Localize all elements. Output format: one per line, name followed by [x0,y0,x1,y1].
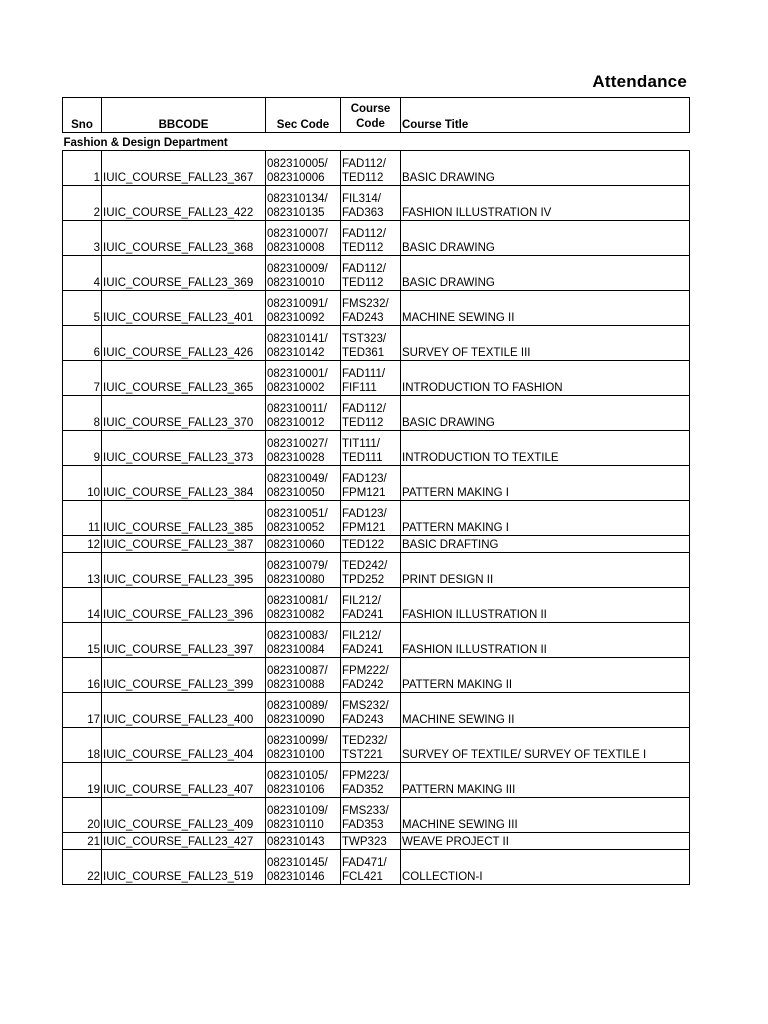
sec-code-line: 082310134/ [267,193,328,205]
course-code-line: TIT111/ [342,438,380,450]
cell-sno: 14 [63,588,102,623]
header-course-code: Course Code [341,98,401,133]
cell-sno: 6 [63,326,102,361]
sec-code-line: 082310087/ [267,665,328,677]
cell-sec-code [266,221,341,256]
cell-sno: 18 [63,728,102,763]
cell-course-title: PATTERN MAKING I [401,466,690,501]
header-row [63,98,690,133]
course-code-line: TPD252 [342,574,385,586]
cell-sno: 15 [63,623,102,658]
table-row [63,536,690,553]
course-code-line: FAD241 [342,644,384,656]
sec-code-line: 082310088 [267,679,325,691]
cell-course-code [341,693,401,728]
table-row [63,396,690,431]
course-code-line: TWP323 [342,836,387,848]
cell-course-code [341,361,401,396]
cell-sno: 8 [63,396,102,431]
course-code-line: FIL212/ [342,630,381,642]
cell-sec-code [266,151,341,186]
attendance-table [62,97,690,885]
course-code-line: FCL421 [342,871,383,883]
sec-code-line: 082310080 [267,574,325,586]
course-code-line: FMS233/ [342,805,389,817]
cell-course-code [341,763,401,798]
cell-course-title: PATTERN MAKING II [401,658,690,693]
table-row [63,361,690,396]
table-row [63,623,690,658]
sec-code-line: 082310049/ [267,473,328,485]
sec-code-line: 082310051/ [267,508,328,520]
cell-bbcode: IUIC_COURSE_FALL23_384 [102,466,266,501]
cell-bbcode: IUIC_COURSE_FALL23_422 [102,186,266,221]
cell-sec-code [266,431,341,466]
cell-sno: 19 [63,763,102,798]
sec-code-line: 082310081/ [267,595,328,607]
cell-sno: 16 [63,658,102,693]
cell-bbcode: IUIC_COURSE_FALL23_368 [102,221,266,256]
cell-bbcode: IUIC_COURSE_FALL23_407 [102,763,266,798]
table-row [63,431,690,466]
sec-code-line: 082310002 [267,382,325,394]
cell-course-code [341,658,401,693]
sec-code-line: 082310145/ [267,857,328,869]
table-row [63,850,690,885]
cell-sec-code [266,728,341,763]
cell-course-code [341,186,401,221]
cell-course-title: MACHINE SEWING II [401,291,690,326]
cell-sec-code [266,588,341,623]
cell-sec-code [266,623,341,658]
sec-code-line: 082310005/ [267,158,328,170]
sec-code-line: 082310083/ [267,630,328,642]
sec-code-line: 082310106 [267,784,325,796]
sec-code-line: 082310135 [267,207,325,219]
cell-bbcode: IUIC_COURSE_FALL23_387 [102,536,266,553]
cell-course-title: COLLECTION-I [401,850,690,885]
course-code-line: TST221 [342,749,383,761]
course-code-line: FPM121 [342,487,386,499]
cell-sec-code [266,501,341,536]
cell-sno: 1 [63,151,102,186]
cell-course-code [341,291,401,326]
course-code-line: FAD123/ [342,473,387,485]
course-code-line: TED112 [342,417,384,429]
cell-sno: 20 [63,798,102,833]
sec-code-line: 082310001/ [267,368,328,380]
table-row [63,763,690,798]
course-code-line: FAD112/ [342,228,386,240]
cell-sno: 17 [63,693,102,728]
cell-bbcode: IUIC_COURSE_FALL23_399 [102,658,266,693]
course-code-line: FPM121 [342,522,386,534]
cell-sno: 5 [63,291,102,326]
course-code-line: FAD353 [342,819,384,831]
cell-sno: 13 [63,553,102,588]
cell-course-title: FASHION ILLUSTRATION II [401,623,690,658]
cell-course-title: BASIC DRAWING [401,151,690,186]
cell-course-title: SURVEY OF TEXTILE III [401,326,690,361]
cell-bbcode: IUIC_COURSE_FALL23_409 [102,798,266,833]
cell-sno: 12 [63,536,102,553]
cell-course-code [341,221,401,256]
course-code-line: FAD243 [342,714,384,726]
table-row [63,186,690,221]
cell-course-code [341,501,401,536]
cell-sno: 11 [63,501,102,536]
cell-bbcode: IUIC_COURSE_FALL23_426 [102,326,266,361]
cell-course-code [341,151,401,186]
cell-sec-code [266,186,341,221]
course-code-line: FAD111/ [342,368,386,380]
cell-bbcode: IUIC_COURSE_FALL23_365 [102,361,266,396]
cell-bbcode: IUIC_COURSE_FALL23_404 [102,728,266,763]
cell-sno: 4 [63,256,102,291]
cell-course-code [341,396,401,431]
sec-code-line: 082310084 [267,644,325,656]
cell-course-title: PATTERN MAKING I [401,501,690,536]
course-code-line: TED361 [342,347,385,359]
sec-code-line: 082310011/ [267,403,327,415]
cell-sec-code [266,396,341,431]
cell-bbcode: IUIC_COURSE_FALL23_396 [102,588,266,623]
cell-sec-code [266,291,341,326]
sec-code-line: 082310050 [267,487,325,499]
cell-course-title: PATTERN MAKING III [401,763,690,798]
header-bbcode: BBCODE [102,98,266,133]
sec-code-line: 082310110 [267,819,324,831]
table-row [63,466,690,501]
sec-code-line: 082310082 [267,609,325,621]
cell-bbcode: IUIC_COURSE_FALL23_367 [102,151,266,186]
course-code-line: FPM222/ [342,665,389,677]
cell-course-title: PRINT DESIGN II [401,553,690,588]
course-code-line: TED122 [342,539,385,551]
cell-course-title: MACHINE SEWING II [401,693,690,728]
table-row [63,501,690,536]
table-row [63,291,690,326]
cell-sno: 7 [63,361,102,396]
sec-code-line: 082310079/ [267,560,328,572]
cell-sec-code [266,658,341,693]
course-code-line: TST323/ [342,333,387,345]
sec-code-line: 082310146 [267,871,325,883]
course-code-line: FAD243 [342,312,384,324]
course-code-line: FMS232/ [342,298,389,310]
cell-course-title: BASIC DRAFTING [401,536,690,553]
table-body [63,133,690,885]
cell-course-code [341,466,401,501]
sec-code-line: 082310028 [267,452,325,464]
cell-bbcode: IUIC_COURSE_FALL23_373 [102,431,266,466]
cell-bbcode: IUIC_COURSE_FALL23_400 [102,693,266,728]
table-row [63,588,690,623]
header-course-title: Course Title [401,98,690,133]
course-code-line: TED112 [342,242,384,254]
table-row [63,256,690,291]
cell-course-title: BASIC DRAWING [401,256,690,291]
cell-sec-code [266,850,341,885]
course-code-line: TED111 [342,452,383,464]
course-code-line: TED232/ [342,735,388,747]
cell-sno: 10 [63,466,102,501]
sec-code-line: 082310142 [267,347,325,359]
cell-course-code [341,553,401,588]
cell-sec-code [266,833,341,850]
course-code-line: FAD471/ [342,857,387,869]
table-row [63,798,690,833]
course-code-line: TED112 [342,172,384,184]
cell-sno: 9 [63,431,102,466]
sec-code-line: 082310090 [267,714,325,726]
cell-course-title: WEAVE PROJECT II [401,833,690,850]
sec-code-line: 082310052 [267,522,325,534]
cell-course-code [341,850,401,885]
cell-sec-code [266,693,341,728]
department-label: Fashion & Design Department [63,133,690,151]
sec-code-line: 082310027/ [267,438,328,450]
cell-course-code [341,798,401,833]
course-code-line: FAD112/ [342,158,386,170]
cell-bbcode: IUIC_COURSE_FALL23_369 [102,256,266,291]
cell-course-title: BASIC DRAWING [401,221,690,256]
table-row [63,326,690,361]
table-row [63,728,690,763]
cell-bbcode: IUIC_COURSE_FALL23_397 [102,623,266,658]
cell-sno: 22 [63,850,102,885]
course-code-line: FAD112/ [342,263,386,275]
sec-code-line: 082310008 [267,242,325,254]
sec-code-line: 082310089/ [267,700,328,712]
cell-bbcode: IUIC_COURSE_FALL23_370 [102,396,266,431]
cell-course-title: INTRODUCTION TO FASHION [401,361,690,396]
cell-sec-code [266,553,341,588]
cell-sno: 2 [63,186,102,221]
course-code-line: FAD241 [342,609,384,621]
course-code-line: FAD242 [342,679,384,691]
course-code-line: TED242/ [342,560,388,572]
cell-course-title: BASIC DRAWING [401,396,690,431]
sec-code-line: 082310007/ [267,228,328,240]
course-code-line: FPM223/ [342,770,389,782]
department-row [63,133,690,151]
cell-sec-code [266,466,341,501]
table-row [63,693,690,728]
cell-course-code [341,728,401,763]
cell-bbcode: IUIC_COURSE_FALL23_395 [102,553,266,588]
cell-bbcode: IUIC_COURSE_FALL23_385 [102,501,266,536]
sec-code-line: 082310109/ [267,805,328,817]
cell-bbcode: IUIC_COURSE_FALL23_401 [102,291,266,326]
cell-sec-code [266,326,341,361]
cell-course-code [341,833,401,850]
course-code-line: FAD112/ [342,403,386,415]
sec-code-line: 082310009/ [267,263,328,275]
cell-sec-code [266,536,341,553]
cell-sec-code [266,798,341,833]
header-sno: Sno [63,98,102,133]
cell-course-code [341,326,401,361]
page-title: Attendance [592,72,687,91]
sec-code-line: 082310100 [267,749,325,761]
sec-code-line: 082310141/ [267,333,328,345]
cell-sec-code [266,361,341,396]
table-row [63,221,690,256]
table-row [63,833,690,850]
cell-course-title: SURVEY OF TEXTILE/ SURVEY OF TEXTILE I [401,728,690,763]
table-row [63,658,690,693]
course-code-line: FAD352 [342,784,384,796]
course-code-line: FIF111 [342,382,377,394]
sec-code-line: 082310105/ [267,770,328,782]
cell-sno: 21 [63,833,102,850]
sec-code-line: 082310012 [267,417,325,429]
course-code-line: TED112 [342,277,384,289]
cell-bbcode: IUIC_COURSE_FALL23_427 [102,833,266,850]
cell-bbcode: IUIC_COURSE_FALL23_519 [102,850,266,885]
course-code-line: FAD123/ [342,508,387,520]
sec-code-line: 082310006 [267,172,325,184]
cell-course-code [341,256,401,291]
sec-code-line: 082310092 [267,312,325,324]
cell-sec-code [266,256,341,291]
cell-course-code [341,536,401,553]
course-code-line: FIL212/ [342,595,381,607]
cell-course-title: FASHION ILLUSTRATION IV [401,186,690,221]
sec-code-line: 082310060 [267,539,325,551]
sec-code-line: 082310010 [267,277,325,289]
cell-course-title: FASHION ILLUSTRATION II [401,588,690,623]
cell-course-title: INTRODUCTION TO TEXTILE [401,431,690,466]
course-code-line: FAD363 [342,207,384,219]
table-row [63,151,690,186]
sec-code-line: 082310091/ [267,298,328,310]
cell-course-code [341,588,401,623]
cell-sno: 3 [63,221,102,256]
cell-course-code [341,623,401,658]
course-code-line: FIL314/ [342,193,381,205]
course-code-line: FMS232/ [342,700,389,712]
header-sec-code: Sec Code [266,98,341,133]
sec-code-line: 082310143 [267,836,325,848]
cell-sec-code [266,763,341,798]
sec-code-line: 082310099/ [267,735,328,747]
table-row [63,553,690,588]
cell-course-code [341,431,401,466]
cell-course-title: MACHINE SEWING III [401,798,690,833]
